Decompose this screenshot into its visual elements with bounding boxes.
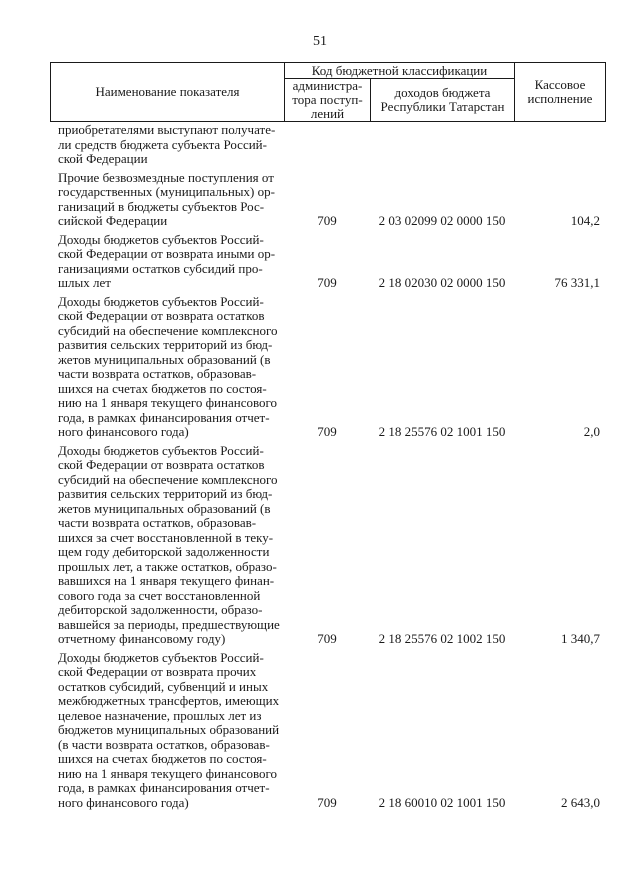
row-income-code: 2 18 25576 02 1001 150 (378, 424, 506, 439)
table-body (50, 123, 606, 810)
table-row (50, 295, 606, 440)
table-row (50, 233, 606, 291)
row-cash-amount: 76 331,1 (554, 275, 600, 290)
row-admin-code: 709 (317, 424, 337, 439)
header-cash-execution: Кассовое исполнение (527, 77, 593, 106)
row-indicator-name: Доходы бюджетов субъектов Россий- ской Федерации от возврата прочих остатков субсидий, субвенций и иных межбюджетных трансфертов, имеющих целевое назначение, прошлых лет из бюджетов муниципальных образований (в части возврата остатков, образовав- шихся на счетах бюджетов по состоя- нию на 1 января текущего финансового года, в рамках финансирования отчет- ного финансового года) (58, 649, 280, 810)
row-cash-amount: 2 643,0 (561, 794, 600, 810)
row-admin-code: 709 (317, 631, 337, 646)
row-indicator-name: приобретателями выступают получате- ли средств бюджета субъекта Россий- ской Федерации (58, 122, 276, 166)
row-admin-code: 709 (317, 213, 337, 228)
row-admin-code: 709 (317, 794, 337, 810)
row-income-code: 2 03 02099 02 0000 150 (378, 213, 506, 228)
row-indicator-name: Прочие безвозмездные поступления от государственных (муниципальных) ор- ганизаций в бюджеты субъектов Рос- сийской Федерации (58, 169, 275, 228)
header-indicator-name: Наименование показателя (51, 63, 285, 121)
header-income-code: доходов бюджета Республики Татарстан (371, 79, 515, 121)
table-header (50, 62, 606, 122)
page-number: 51 (313, 34, 327, 49)
row-indicator-name: Доходы бюджетов субъектов Россий- ской Федерации от возврата иными ор- ганизациями остатков субсидий про- шлых лет (58, 231, 276, 290)
row-cash-amount: 1 340,7 (561, 631, 600, 646)
header-budget-code: Код бюджетной классификации (285, 63, 515, 79)
table-row (50, 123, 606, 167)
row-admin-code: 709 (317, 275, 337, 290)
header-administrator: администра- тора поступ- лений (285, 79, 371, 121)
row-cash-amount: 2,0 (583, 424, 600, 439)
row-cash-amount: 104,2 (570, 213, 600, 228)
row-income-code: 2 18 25576 02 1002 150 (378, 631, 506, 646)
table-row (50, 444, 606, 647)
row-income-code: 2 18 02030 02 0000 150 (378, 275, 506, 290)
row-indicator-name: Доходы бюджетов субъектов Россий- ской Федерации от возврата остатков субсидий на обеспечение комплексного развития сельских территорий из бюд- жетов муниципальных образований (в части возврата остатков, образовав- шихся на счетах бюджетов по состоя- нию на 1 января текущего финансового года, в рамках финансирования отчет- ного финансового года) (58, 293, 278, 439)
row-income-code: 2 18 60010 02 1001 150 (378, 794, 506, 810)
table-row (50, 171, 606, 229)
table-row (50, 651, 606, 811)
row-indicator-name: Доходы бюджетов субъектов Россий- ской Федерации от возврата остатков субсидий на обеспечение комплексного развития сельских территорий из бюд- жетов муниципальных образований (в части возврата остатков, образовав- шихся за счет восстановленной в теку- щем году дебиторской задолженности прошлых лет, а также остатков, образо- вавшихся на 1 января текущего финан- сового года за счет восстановленной дебиторской задолженности, образо- вавшейся за периоды, предшествующие отчетному финансовому году) (58, 442, 280, 646)
